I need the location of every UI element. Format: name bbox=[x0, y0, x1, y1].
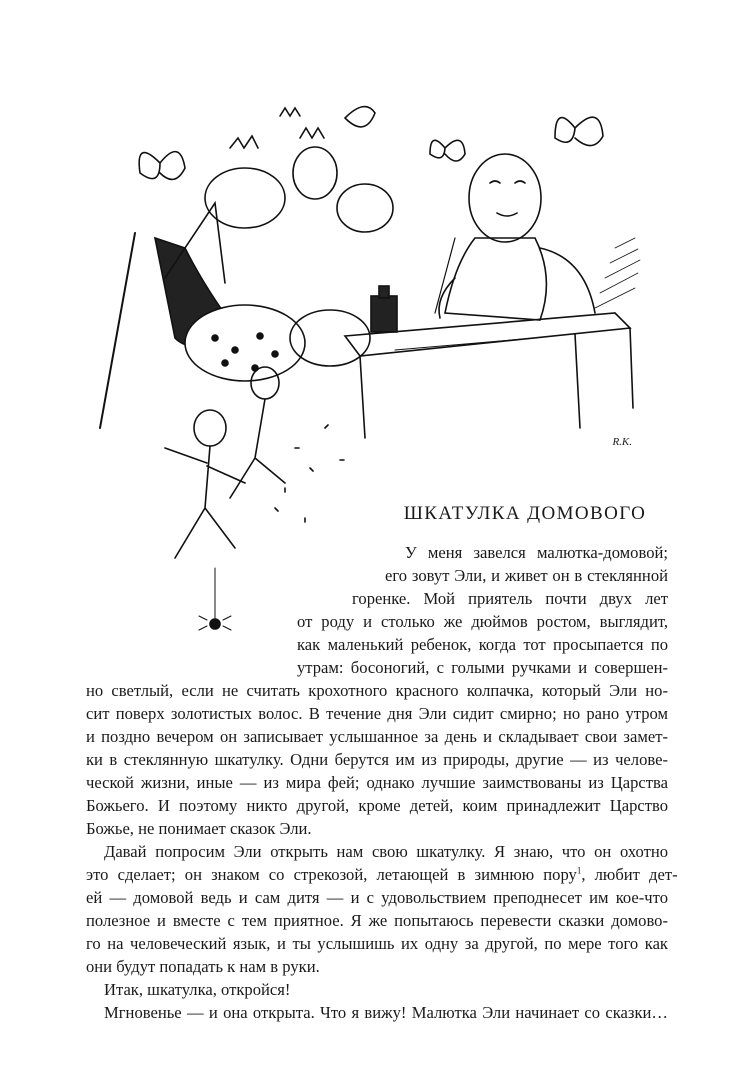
text-line: Божьего. И поэтому никто другой, кроме детей, коим принадлежит Царство bbox=[86, 796, 668, 815]
text-line: Давай попросим Эли открыть нам свою шкатулку. Я знаю, что он охотно bbox=[104, 842, 668, 861]
illustration-signature: R.K. bbox=[612, 436, 632, 448]
text-line-with-footnote: это сделает; он знаком со стрекозой, летающей в зимнюю пору$^1$, любит дет- bbox=[86, 865, 678, 884]
text-line: ки в стеклянную шкатулку. Одни берутся им из природы, другие — из челове- bbox=[86, 750, 668, 769]
text-line: но светлый, если не считать крохотного красного колпачка, который Эли но- bbox=[86, 681, 668, 700]
text-line: его зовут Эли, и живет он в стеклянной bbox=[385, 566, 668, 585]
text-line: они будут попадать к нам в руки. bbox=[86, 957, 320, 976]
text-line: Мгновенье — и она открыта. Что я вижу! Малютка Эли начинает со сказки… bbox=[104, 1003, 668, 1022]
text-line: го на человеческий язык, и ты услышишь их одну за другой, по мере того как bbox=[86, 934, 668, 953]
text-line: как маленький ребенок, когда тот просыпается по bbox=[297, 635, 668, 654]
text-line: и поздно вечером он записывает услышанное за день и складывает свои замет- bbox=[86, 727, 668, 746]
text-line: ческой жизни, иные — из мира фей; однако лучшие заимствованы из Царства bbox=[86, 773, 668, 792]
text-line: сит поверх золотистых волос. В течение дня Эли сидит смирно; но рано утром bbox=[86, 704, 668, 723]
text-line: У меня завелся малютка-домовой; bbox=[405, 543, 668, 562]
text-line: полезное и вместе с тем приятное. Я же попытаюсь перевести сказки домово- bbox=[86, 911, 668, 930]
text-line: ей — домовой ведь и сам дитя — и с удовольствием преподнесет им кое-что bbox=[86, 888, 668, 907]
text-line: от роду и столько же дюймов ростом, выглядит, bbox=[297, 612, 668, 631]
text-line: горенке. Мой приятель почти двух лет bbox=[352, 589, 668, 608]
text-line: Божье, не понимает сказок Эли. bbox=[86, 819, 312, 838]
text-line: утрам: босоногий, с голыми ручками и совершен- bbox=[297, 658, 668, 677]
chapter-title: ШКАТУЛКА ДОМОВОГО bbox=[403, 503, 647, 524]
footnote-mark: 1 bbox=[576, 865, 582, 876]
text-line: Итак, шкатулка, откройся! bbox=[104, 980, 291, 999]
